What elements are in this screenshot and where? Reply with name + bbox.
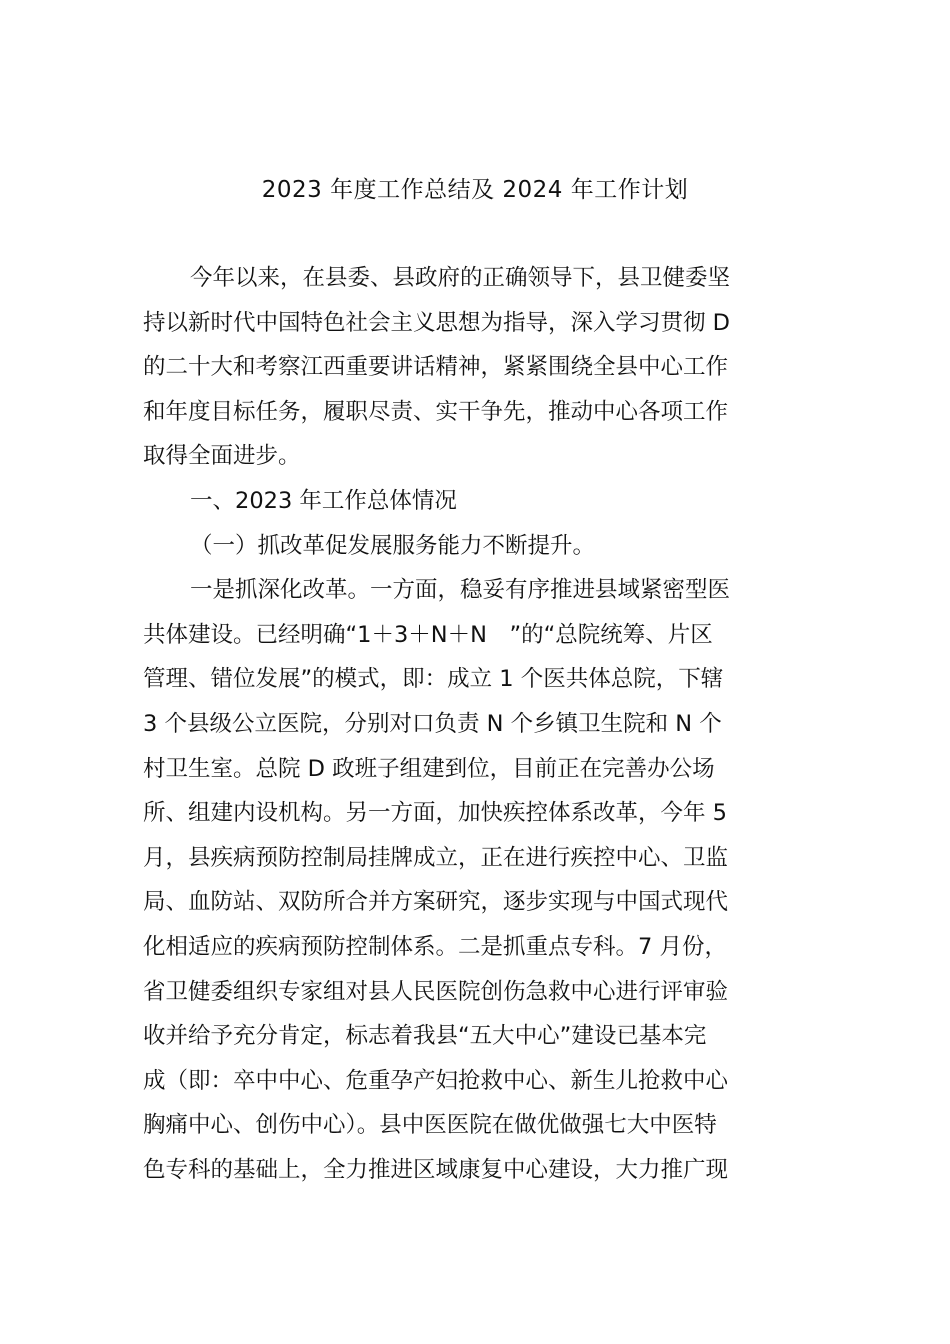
paragraph-line: 管理、错位发展”的模式，即：成立 1 个医共体总院，下辖 bbox=[143, 666, 724, 693]
paragraph-line: 持以新时代中国特色社会主义思想为指导，深入学习贯彻 D bbox=[143, 309, 730, 336]
paragraph-line: 化相适应的疾病预防控制体系。二是抓重点专科。7 月份， bbox=[143, 933, 727, 960]
paragraph-line: 村卫生室。总院 D 政班子组建到位，目前正在完善办公场 bbox=[143, 755, 715, 782]
document-body bbox=[143, 256, 815, 1192]
subsection-heading: （一）抓改革促发展服务能力不断提升。 bbox=[190, 532, 596, 559]
paragraph-line: 月，县疾病预防控制局挂牌成立，正在进行疾控中心、卫监 bbox=[143, 844, 729, 871]
paragraph-line: 共体建设。已经明确“1＋3＋N＋N ”的“总院统筹、片区 bbox=[143, 621, 713, 648]
paragraph-line: 所、组建内设机构。另一方面，加快疾控体系改革，今年 5 bbox=[143, 800, 727, 827]
paragraph-line: 省卫健委组织专家组对县人民医院创伤急救中心进行评审验 bbox=[143, 978, 729, 1005]
paragraph-line: 一是抓深化改革。一方面，稳妥有序推进县域紧密型医 bbox=[190, 577, 731, 604]
paragraph-line: 胸痛中心、创伤中心）。县中医医院在做优做强七大中医特 bbox=[143, 1112, 717, 1139]
paragraph-line: 收并给予充分肯定，标志着我县“五大中心”建设已基本完 bbox=[143, 1023, 707, 1050]
paragraph-line: 和年度目标任务，履职尽责、实干争先，推动中心各项工作 bbox=[143, 398, 729, 425]
paragraph-line: 的二十大和考察江西重要讲话精神，紧紧围绕全县中心工作 bbox=[143, 354, 729, 381]
paragraph-line: 今年以来，在县委、县政府的正确领导下，县卫健委坚 bbox=[190, 265, 731, 291]
document-title: 2023 年度工作总结及 2024 年工作计划 bbox=[261, 177, 689, 203]
paragraph-line: 色专科的基础上，全力推进区域康复中心建设，大力推广现 bbox=[143, 1156, 729, 1183]
paragraph-line: 3 个县级公立医院，分别对口负责 N 个乡镇卫生院和 N 个 bbox=[143, 710, 722, 737]
paragraph-line: 局、血防站、双防所合并方案研究，逐步实现与中国式现代 bbox=[143, 889, 729, 916]
section-heading: 一、2023 年工作总体情况 bbox=[190, 487, 457, 514]
paragraph-line: 成（即：卒中中心、危重孕产妇抢救中心、新生儿抢救中心 bbox=[143, 1067, 729, 1094]
paragraph-line: 取得全面进步。 bbox=[143, 443, 301, 470]
